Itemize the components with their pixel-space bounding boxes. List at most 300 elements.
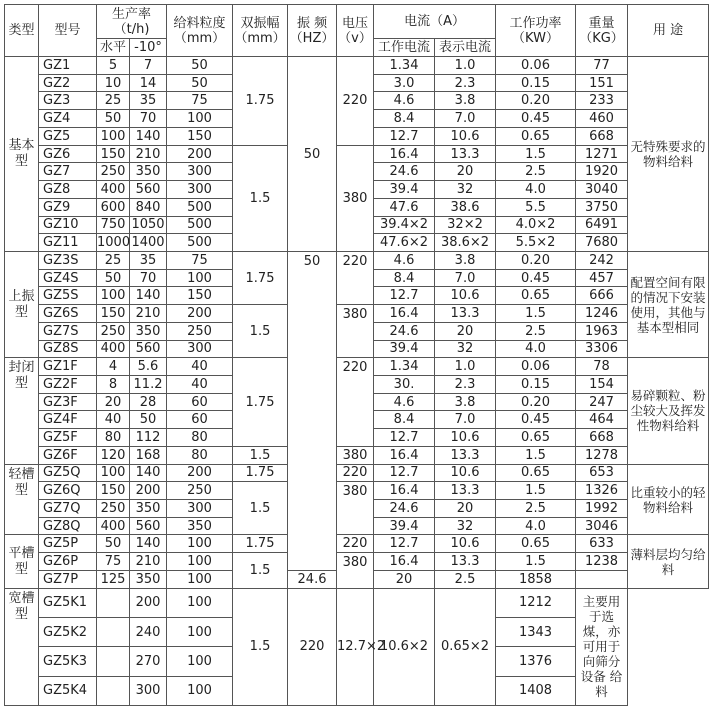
usage-cell-closed: 易碎颗粒、粉尘较大及挥发性物料给料 bbox=[628, 358, 709, 464]
capacity-horizontal-cell: 4 bbox=[97, 358, 130, 376]
granularity-cell: 150 bbox=[167, 287, 233, 305]
weight-cell: 668 bbox=[576, 429, 628, 447]
capacity-incline-cell: 210 bbox=[130, 553, 167, 571]
table-row bbox=[5, 588, 709, 617]
power-cell: 0.20 bbox=[496, 251, 576, 269]
group-label-light: 轻槽型 bbox=[5, 464, 39, 535]
spec-table bbox=[4, 4, 709, 706]
weight-cell: 1920 bbox=[576, 163, 628, 181]
amplitude-cell: 1.5 bbox=[233, 588, 288, 705]
granularity-cell: 60 bbox=[167, 411, 233, 429]
weight-cell: 464 bbox=[576, 411, 628, 429]
capacity-horizontal-cell: 1000 bbox=[97, 235, 131, 251]
capacity-horizontal-cell: 50 bbox=[97, 269, 130, 287]
capacity-horizontal-cell: 150 bbox=[97, 305, 130, 323]
voltage-cell: 380 bbox=[337, 145, 374, 251]
weight-cell: 1246 bbox=[576, 305, 628, 323]
current-display-cell: 10.6 bbox=[435, 535, 496, 553]
model-cell: GZ3 bbox=[39, 92, 97, 110]
current-work-cell: 12.7 bbox=[374, 535, 435, 553]
model-cell: GZ1F bbox=[39, 358, 97, 376]
power-cell: 4.0 bbox=[496, 340, 576, 358]
capacity-horizontal-cell bbox=[97, 588, 130, 617]
power-cell: 0.65×2 bbox=[435, 588, 496, 705]
capacity-incline-cell: 1050 bbox=[131, 217, 165, 233]
model-cell: GZ5F bbox=[39, 429, 97, 447]
capacity-horizontal-cell: 250 bbox=[97, 322, 130, 340]
model-cell: GZ3F bbox=[39, 393, 97, 411]
current-display-cell: 7.0 bbox=[435, 411, 496, 429]
amplitude-cell: 1.5 bbox=[233, 446, 288, 464]
model-cell: GZ8Q bbox=[39, 517, 97, 535]
capacity-horizontal-cell bbox=[97, 676, 130, 705]
power-cell: 1.5 bbox=[496, 145, 576, 163]
power-cell: 1.5 bbox=[496, 446, 576, 464]
current-work-cell: 39.4 bbox=[374, 517, 435, 535]
voltage-cell: 380 bbox=[337, 482, 374, 535]
granularity-cell: 40 bbox=[167, 358, 233, 376]
power-cell: 0.45 bbox=[496, 110, 576, 128]
power-cell: 1.5 bbox=[496, 553, 576, 571]
capacity-incline-cell: 270 bbox=[130, 647, 167, 676]
capacity-horizontal-cell: 600 bbox=[97, 198, 130, 216]
current-work-cell: 12.7 bbox=[374, 429, 435, 447]
granularity-cell: 50 bbox=[167, 74, 233, 92]
capacity-incline-cell: 14 bbox=[130, 74, 167, 92]
capacity-horizontal-cell: 8 bbox=[97, 375, 130, 393]
voltage-cell: 220 bbox=[288, 588, 337, 705]
granularity-cell: 75 bbox=[167, 251, 233, 269]
header-amplitude: 双振幅（mm） bbox=[233, 5, 288, 57]
model-cell: GZ5K3 bbox=[39, 647, 97, 676]
capacity-horizontal-cell: 20 bbox=[97, 393, 130, 411]
capacity-incline-cell: 112 bbox=[130, 429, 167, 447]
current-display-cell: 13.3 bbox=[435, 553, 496, 571]
granularity-cell: 500 bbox=[167, 234, 233, 252]
capacity-horizontal-cell: 25 bbox=[97, 92, 130, 110]
current-display-cell: 38.6×2 bbox=[435, 234, 496, 252]
power-cell: 0.65 bbox=[496, 287, 576, 305]
current-display-cell: 13.3 bbox=[435, 482, 496, 500]
header-voltage: 电压（v） bbox=[337, 5, 374, 57]
weight-cell: 457 bbox=[576, 269, 628, 287]
capacity-incline-cell: 140 bbox=[130, 464, 167, 482]
header-usage: 用 途 bbox=[628, 5, 709, 57]
granularity-cell: 350 bbox=[167, 517, 233, 535]
amplitude-cell: 1.75 bbox=[233, 358, 288, 447]
weight-cell: 460 bbox=[576, 110, 628, 128]
model-cell: GZ7Q bbox=[39, 500, 97, 518]
current-display-cell: 7.0 bbox=[435, 110, 496, 128]
amplitude-cell: 1.75 bbox=[233, 251, 288, 304]
capacity-incline-cell: 140 bbox=[130, 287, 167, 305]
current-work-cell: 16.4 bbox=[374, 553, 435, 571]
model-cell: GZ5K4 bbox=[39, 676, 97, 705]
capacity-incline-cell: 350 bbox=[130, 163, 167, 181]
granularity-cell: 500 bbox=[167, 198, 233, 216]
capacity-incline-cell: 140 bbox=[130, 127, 167, 145]
table-row bbox=[5, 464, 709, 482]
model-cell: GZ5K1 bbox=[39, 588, 97, 617]
model-cell: GZ10 bbox=[39, 216, 97, 234]
table-row bbox=[5, 305, 709, 323]
granularity-cell: 200 bbox=[167, 145, 233, 163]
capacity-horizontal-cell: 75 bbox=[97, 553, 130, 571]
power-cell: 2.5 bbox=[496, 163, 576, 181]
current-display-cell: 32 bbox=[435, 181, 496, 199]
model-cell: GZ8S bbox=[39, 340, 97, 358]
weight-cell: 151 bbox=[576, 74, 628, 92]
current-work-cell: 4.6 bbox=[374, 251, 435, 269]
current-display-cell: 10.6 bbox=[435, 287, 496, 305]
current-display-cell: 10.6 bbox=[435, 127, 496, 145]
capacity-horizontal-cell: 250 bbox=[97, 500, 130, 518]
current-work-cell: 30. bbox=[374, 375, 435, 393]
capacity-incline-cell: 35 bbox=[130, 92, 167, 110]
granularity-cell: 100 bbox=[167, 588, 233, 617]
group-label-basic: 基本型 bbox=[5, 57, 39, 252]
voltage-cell: 380 bbox=[337, 446, 374, 464]
model-cell: GZ6P bbox=[39, 553, 97, 571]
weight-cell: 242 bbox=[576, 251, 628, 269]
current-work-cell: 16.4 bbox=[374, 446, 435, 464]
power-cell: 5.5 bbox=[496, 198, 576, 216]
capacity-horizontal-cell: 100 bbox=[97, 287, 130, 305]
model-cell: GZ6 bbox=[39, 145, 97, 163]
current-work-cell: 4.6 bbox=[374, 92, 435, 110]
capacity-horizontal-cell: 150 bbox=[97, 145, 130, 163]
capacity-horizontal-cell: 10 bbox=[97, 74, 130, 92]
capacity-horizontal-cell: 100 bbox=[97, 464, 130, 482]
capacity-incline-cell: 560 bbox=[130, 517, 167, 535]
current-work-cell: 1.34 bbox=[374, 57, 435, 75]
current-display-cell: 3.8 bbox=[435, 393, 496, 411]
power-cell: 4.0×2 bbox=[496, 216, 576, 234]
model-cell: GZ5S bbox=[39, 287, 97, 305]
voltage-cell: 380 bbox=[337, 553, 374, 588]
current-display-cell: 2.3 bbox=[435, 74, 496, 92]
amplitude-cell: 1.5 bbox=[233, 145, 288, 251]
current-work-cell: 39.4 bbox=[374, 340, 435, 358]
granularity-cell: 100 bbox=[167, 676, 233, 705]
current-work-cell: 12.7 bbox=[374, 287, 435, 305]
power-cell: 2.5 bbox=[496, 322, 576, 340]
header-capacity-horizontal: 水平 bbox=[97, 39, 130, 57]
current-work-cell: 24.6 bbox=[374, 500, 435, 518]
granularity-cell: 100 bbox=[167, 647, 233, 676]
capacity-horizontal-cell: 400 bbox=[97, 181, 130, 199]
granularity-cell: 100 bbox=[167, 617, 233, 646]
model-cell: GZ5Q bbox=[39, 464, 97, 482]
capacity-incline-cell: 200 bbox=[130, 588, 167, 617]
power-cell: 0.15 bbox=[496, 375, 576, 393]
weight-cell: 666 bbox=[576, 287, 628, 305]
table-row bbox=[5, 358, 709, 376]
voltage-cell: 220 bbox=[337, 358, 374, 447]
capacity-horizontal-cell bbox=[97, 617, 130, 646]
model-cell: GZ8 bbox=[39, 181, 97, 199]
weight-cell: 1376 bbox=[496, 647, 576, 676]
header-frequency: 振 频（HZ） bbox=[288, 5, 337, 57]
usage-cell-upper: 配置空间有限的情况下安装使用，其他与基本型相同 bbox=[628, 251, 709, 357]
granularity-cell: 300 bbox=[167, 500, 233, 518]
model-cell: GZ6Q bbox=[39, 482, 97, 500]
group-label-closed: 封闭型 bbox=[5, 358, 39, 464]
capacity-horizontal-cell: 100 bbox=[97, 127, 130, 145]
current-display-cell: 20 bbox=[374, 570, 435, 588]
model-cell: GZ4S bbox=[39, 269, 97, 287]
capacity-horizontal-cell: 250 bbox=[97, 163, 130, 181]
weight-cell: 1408 bbox=[496, 676, 576, 705]
granularity-cell: 80 bbox=[167, 446, 233, 464]
weight-cell: 78 bbox=[576, 358, 628, 376]
model-cell: GZ6S bbox=[39, 305, 97, 323]
model-cell: GZ7P bbox=[39, 570, 97, 588]
capacity-incline-cell: 168 bbox=[130, 446, 167, 464]
amplitude-cell: 1.5 bbox=[233, 553, 288, 588]
granularity-cell: 75 bbox=[167, 92, 233, 110]
current-display-cell: 13.3 bbox=[435, 446, 496, 464]
capacity-horizontal-cell: 25 bbox=[97, 251, 130, 269]
header-weight: 重量（KG） bbox=[576, 5, 628, 57]
weight-cell: 1858 bbox=[496, 570, 576, 588]
capacity-incline-cell: 210 bbox=[130, 305, 167, 323]
power-cell: 0.65 bbox=[496, 127, 576, 145]
weight-cell: 3750 bbox=[576, 198, 628, 216]
weight-cell: 154 bbox=[576, 375, 628, 393]
power-cell: 0.06 bbox=[496, 358, 576, 376]
capacity-incline-cell: 240 bbox=[130, 617, 167, 646]
capacity-incline-cell: 11.2 bbox=[130, 375, 167, 393]
capacity-incline-cell: 200 bbox=[130, 482, 167, 500]
granularity-cell: 150 bbox=[167, 127, 233, 145]
frequency-cell: 50 bbox=[288, 251, 337, 570]
current-display-cell: 3.8 bbox=[435, 92, 496, 110]
group-label-upper: 上振型 bbox=[5, 251, 39, 357]
voltage-cell: 220 bbox=[337, 251, 374, 304]
current-display-cell: 10.6 bbox=[435, 429, 496, 447]
current-work-cell: 12.7 bbox=[374, 127, 435, 145]
header-current: 电流（A） bbox=[374, 5, 496, 39]
model-cell: GZ5P bbox=[39, 535, 97, 553]
weight-cell: 1212 bbox=[496, 588, 576, 617]
header-type: 类型 bbox=[5, 5, 39, 57]
capacity-horizontal-cell: 125 bbox=[97, 570, 130, 588]
current-work-cell: 16.4 bbox=[374, 482, 435, 500]
weight-cell: 77 bbox=[576, 57, 628, 75]
current-display-cell: 2.3 bbox=[435, 375, 496, 393]
current-work-cell: 39.4 bbox=[374, 181, 435, 199]
capacity-horizontal-cell: 50 bbox=[97, 110, 130, 128]
current-work-cell: 47.6×2 bbox=[374, 234, 435, 252]
capacity-incline-cell: 50 bbox=[130, 411, 167, 429]
current-work-cell: 8.4 bbox=[374, 411, 435, 429]
current-display-cell: 1.0 bbox=[435, 358, 496, 376]
current-display-cell: 32 bbox=[435, 517, 496, 535]
table-row bbox=[5, 553, 709, 571]
table-row bbox=[5, 251, 709, 269]
current-display-cell: 3.8 bbox=[435, 251, 496, 269]
power-cell: 1.5 bbox=[496, 305, 576, 323]
weight-cell: 1343 bbox=[496, 617, 576, 646]
granularity-cell: 100 bbox=[167, 110, 233, 128]
model-cell: GZ1 bbox=[39, 57, 97, 75]
model-cell: GZ2 bbox=[39, 74, 97, 92]
current-work-cell: 24.6 bbox=[374, 163, 435, 181]
table-row bbox=[5, 145, 709, 163]
capacity-incline-cell: 560 bbox=[130, 181, 167, 199]
granularity-cell: 250 bbox=[167, 482, 233, 500]
granularity-cell: 100 bbox=[167, 535, 233, 553]
capacity-incline-cell: 350 bbox=[130, 570, 167, 588]
capacity-incline-cell: 350 bbox=[130, 322, 167, 340]
granularity-cell: 300 bbox=[167, 340, 233, 358]
weight-cell: 233 bbox=[576, 92, 628, 110]
amplitude-cell: 1.75 bbox=[233, 535, 288, 553]
capacity-horizontal-cell: 400 bbox=[97, 340, 130, 358]
capacity-horizontal-cell: 750 bbox=[97, 216, 130, 234]
capacity-incline-cell: 35 bbox=[130, 251, 167, 269]
current-work-cell: 3.0 bbox=[374, 74, 435, 92]
granularity-cell: 200 bbox=[167, 305, 233, 323]
current-work-cell: 16.4 bbox=[374, 145, 435, 163]
weight-cell: 633 bbox=[576, 535, 628, 553]
header-row-1 bbox=[5, 5, 709, 39]
power-cell: 0.65 bbox=[496, 535, 576, 553]
current-work-cell: 39.4×2 bbox=[374, 216, 435, 234]
capacity-horizontal-cell bbox=[97, 647, 130, 676]
granularity-cell: 60 bbox=[167, 393, 233, 411]
capacity-incline-cell: 28 bbox=[130, 393, 167, 411]
current-display-cell: 13.3 bbox=[435, 145, 496, 163]
current-work-cell: 12.7×2 bbox=[337, 588, 374, 705]
weight-cell: 7680 bbox=[576, 234, 628, 252]
current-display-cell: 32×2 bbox=[435, 216, 496, 234]
model-cell: GZ7S bbox=[39, 322, 97, 340]
power-cell: 4.0 bbox=[496, 517, 576, 535]
header-model: 型号 bbox=[39, 5, 97, 57]
current-work-cell: 16.4 bbox=[374, 305, 435, 323]
voltage-cell: 220 bbox=[337, 464, 374, 482]
usage-cell-basic: 无特殊要求的物料给料 bbox=[628, 57, 709, 252]
weight-cell: 247 bbox=[576, 393, 628, 411]
table-row bbox=[5, 482, 709, 500]
group-label-flat: 平槽型 bbox=[5, 535, 39, 588]
capacity-incline-cell: 140 bbox=[130, 535, 167, 553]
weight-cell: 1238 bbox=[576, 553, 628, 571]
model-cell: GZ6F bbox=[39, 446, 97, 464]
header-granularity: 给料粒度（mm） bbox=[167, 5, 233, 57]
table-body bbox=[5, 5, 709, 706]
granularity-cell: 100 bbox=[167, 553, 233, 571]
header-capacity-incline: -10° bbox=[130, 39, 167, 57]
power-cell: 0.06 bbox=[496, 57, 576, 75]
capacity-horizontal-cell: 50 bbox=[97, 535, 130, 553]
current-work-cell: 4.6 bbox=[374, 393, 435, 411]
amplitude-cell: 1.5 bbox=[233, 482, 288, 535]
weight-cell: 3040 bbox=[576, 181, 628, 199]
capacity-horizontal-cell: 400 bbox=[97, 517, 130, 535]
current-display-cell: 7.0 bbox=[435, 269, 496, 287]
current-display-cell: 38.6 bbox=[435, 198, 496, 216]
current-display-cell: 20 bbox=[435, 322, 496, 340]
current-display-cell: 20 bbox=[435, 163, 496, 181]
granularity-cell: 100 bbox=[167, 269, 233, 287]
current-display-cell: 32 bbox=[435, 340, 496, 358]
weight-cell: 1992 bbox=[576, 500, 628, 518]
model-cell: GZ5 bbox=[39, 127, 97, 145]
current-work-cell: 47.6 bbox=[374, 198, 435, 216]
power-cell: 0.45 bbox=[496, 269, 576, 287]
weight-cell: 1278 bbox=[576, 446, 628, 464]
current-work-cell: 8.4 bbox=[374, 269, 435, 287]
voltage-cell: 380 bbox=[337, 305, 374, 358]
granularity-cell: 50 bbox=[167, 57, 233, 75]
usage-cell-wide: 主要用于选煤，亦可用于向筛分设备 给料 bbox=[576, 588, 628, 705]
model-cell: GZ2F bbox=[39, 375, 97, 393]
table-row bbox=[5, 57, 709, 75]
current-work-cell: 8.4 bbox=[374, 110, 435, 128]
model-cell: GZ9 bbox=[39, 198, 97, 216]
amplitude-cell: 1.5 bbox=[233, 305, 288, 358]
capacity-incline-cell: 350 bbox=[130, 500, 167, 518]
weight-cell: 653 bbox=[576, 464, 628, 482]
power-cell: 0.65 bbox=[496, 464, 576, 482]
granularity-cell: 80 bbox=[167, 429, 233, 447]
capacity-incline-cell: 70 bbox=[130, 110, 167, 128]
weight-cell: 1326 bbox=[576, 482, 628, 500]
power-cell: 4.0 bbox=[496, 181, 576, 199]
current-display-cell: 20 bbox=[435, 500, 496, 518]
granularity-cell: 250 bbox=[167, 322, 233, 340]
current-display-cell: 10.6 bbox=[435, 464, 496, 482]
weight-cell: 1271 bbox=[576, 145, 628, 163]
voltage-cell: 220 bbox=[337, 57, 374, 146]
header-current-work: 工作电流 bbox=[374, 39, 435, 57]
weight-cell: 6491 bbox=[576, 216, 628, 234]
group-label-wide: 宽槽型 bbox=[5, 588, 39, 705]
capacity-incline-cell: 7 bbox=[130, 57, 167, 75]
capacity-incline-cell: 5.6 bbox=[130, 358, 167, 376]
table-row bbox=[5, 535, 709, 553]
capacity-horizontal-cell: 5 bbox=[97, 57, 130, 75]
model-cell: GZ4 bbox=[39, 110, 97, 128]
current-display-cell: 13.3 bbox=[435, 305, 496, 323]
capacity-horizontal-cell: 120 bbox=[97, 446, 130, 464]
power-cell: 0.20 bbox=[496, 393, 576, 411]
current-display-cell: 10.6×2 bbox=[374, 588, 435, 705]
weight-cell: 3046 bbox=[576, 517, 628, 535]
granularity-cell: 500 bbox=[167, 216, 233, 234]
usage-cell-light: 比重较小的轻物料给料 bbox=[628, 464, 709, 535]
voltage-cell: 220 bbox=[337, 535, 374, 553]
power-cell: 2.5 bbox=[435, 570, 496, 588]
granularity-cell: 300 bbox=[167, 163, 233, 181]
model-cell: GZ3S bbox=[39, 251, 97, 269]
current-display-cell: 1.0 bbox=[435, 57, 496, 75]
capacity-incline-cell: 300 bbox=[130, 676, 167, 705]
model-cell: GZ4F bbox=[39, 411, 97, 429]
power-cell: 0.20 bbox=[496, 92, 576, 110]
capacity-incline-cell: 70 bbox=[130, 269, 167, 287]
current-work-cell: 24.6 bbox=[374, 322, 435, 340]
capacity-horizontal-cell: 150 bbox=[97, 482, 130, 500]
capacity-horizontal-cell: 40 bbox=[97, 411, 130, 429]
power-cell: 0.65 bbox=[496, 429, 576, 447]
usage-cell-flat: 薄料层均匀给料 bbox=[628, 535, 709, 588]
capacity-incline-cell: 840 bbox=[130, 198, 167, 216]
table-row bbox=[5, 446, 709, 464]
